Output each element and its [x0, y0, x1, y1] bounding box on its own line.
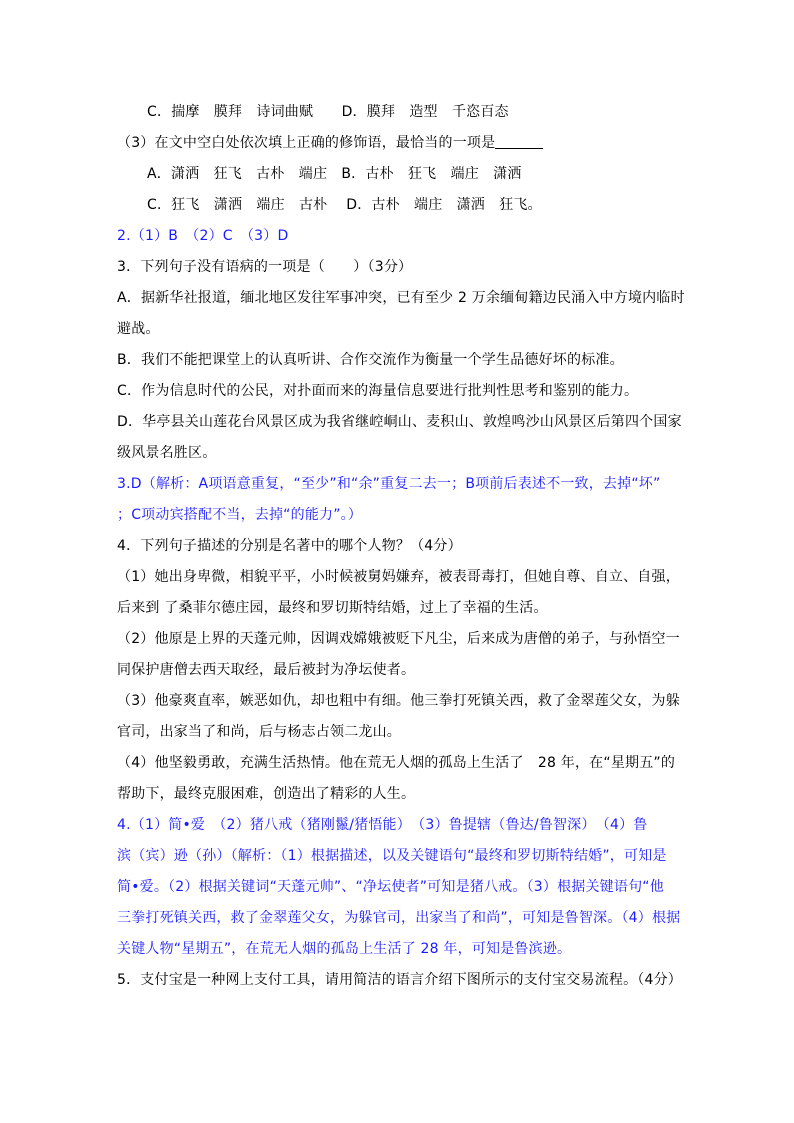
- q4-sub3-cont: 官司，出家当了和尚，后与杨志占领二龙山。: [117, 724, 401, 740]
- q3-option-a: A．据新华社报道，缅北地区发往军事冲突，已有至少 2 万余缅甸籍边民涌入中方境内临时: [117, 290, 685, 306]
- q4-sub4-cont: 帮助下，最终克服困难，创造出了精彩的人生。: [117, 786, 416, 802]
- q4-answer-cont: 三拳打死镇关西，救了金翠莲父女，为躲官司，出家当了和尚”，可知是鲁智深。（4）根据: [117, 910, 681, 926]
- q4-answer-cont: 关键人物“星期五”，在荒无人烟的孤岛上生活了 28 年，可知是鲁滨逊。: [117, 941, 572, 957]
- q3-option-a-cont: 避战。: [117, 321, 160, 337]
- q2-answer: 2.（1）B （2）C （3）D: [117, 228, 289, 244]
- q2-sub3-question: [117, 128, 687, 159]
- q4-sub1: （1）她出身卑微，相貌平平，小时候被舅妈嫌弃，被表哥毒打，但她自尊、自立、自强，: [117, 569, 680, 585]
- q5-stem: 5．支付宝是一种网上支付工具，请用简洁的语言介绍下图所示的支付宝交易流程。（4分）: [117, 972, 683, 988]
- q3-option-d-cont: 级风景名胜区。: [117, 445, 217, 461]
- q3-option-d: D．华亭县关山莲花台风景区成为我省继崆峒山、麦积山、敦煌鸣沙山风景区后第四个国家: [117, 414, 682, 430]
- q4-sub1-cont: 后来到 了桑菲尔德庄园，最终和罗切斯特结婚，过上了幸福的生活。: [117, 600, 548, 616]
- q3-answer-cont: ；C项动宾搭配不当，去掉“的能力”。）: [117, 507, 363, 523]
- q3-option-b: B．我们不能把课堂上的认真听讲、合作交流作为衡量一个学生品德好坏的标准。: [117, 352, 624, 368]
- q4-sub3: （3）他豪爽直率，嫉恶如仇，却也粗中有细。他三拳打死镇关西，救了金翠莲父女，为躲: [117, 693, 680, 709]
- q3-stem: 3．下列句子没有语病的一项是（ ）（3分）: [117, 259, 413, 275]
- document-page: [117, 97, 687, 996]
- q4-answer-cont: 滨（宾）逊（孙）（解析：（1）根据描述，以及关键语句“最终和罗切斯特结婚”，可知是: [117, 848, 667, 864]
- q2-options-cd: C．揣摩 膜拜 诗词曲赋 D．膜拜 造型 千恣百态: [147, 104, 509, 120]
- q4-answer-cont: 简•爱。（2）根据关键词“天蓬元帅”、“净坛使者”可知是猪八戒。（3）根据关键语句“他: [117, 879, 664, 895]
- q4-sub2: （2）他原是上界的天蓬元帅，因调戏嫦娥被贬下凡尘，后来成为唐僧的弟子，与孙悟空一: [117, 631, 680, 647]
- q3-answer: 3.D（解析：A项语意重复，“至少”和“余”重复二去一；B项前后表述不一致，去掉“坏”: [117, 476, 661, 492]
- q3-option-c: C．作为信息时代的公民，对扑面而来的海量信息要进行批判性思考和鉴别的能力。: [117, 383, 639, 399]
- q4-sub2-cont: 同保护唐僧去西天取经，最后被封为净坛使者。: [117, 662, 416, 678]
- q2-sub3-options-ab: A．潇洒 狂飞 古朴 端庄 B．古朴 狂飞 端庄 潇洒: [147, 166, 522, 182]
- q2-sub3-text: （3）在文中空白处依次填上正确的修饰语，最恰当的一项是: [117, 135, 496, 151]
- q4-sub4: （4）他坚毅勇敢，充满生活热情。他在荒无人烟的孤岛上生活了 28 年，在“星期五”的: [117, 755, 676, 771]
- q4-answer: 4.（1）简•爱 （2）猪八戒（猪刚鬣/猪悟能） （3）鲁提辖（鲁达/鲁智深） （4）鲁: [117, 817, 648, 833]
- q4-stem: 4．下列句子描述的分别是名著中的哪个人物？（4分）: [117, 538, 462, 554]
- answer-blank: [495, 134, 543, 149]
- q2-sub3-options-cd: C．狂飞 潇洒 端庄 古朴 D．古朴 端庄 潇洒 狂飞。: [147, 197, 542, 213]
